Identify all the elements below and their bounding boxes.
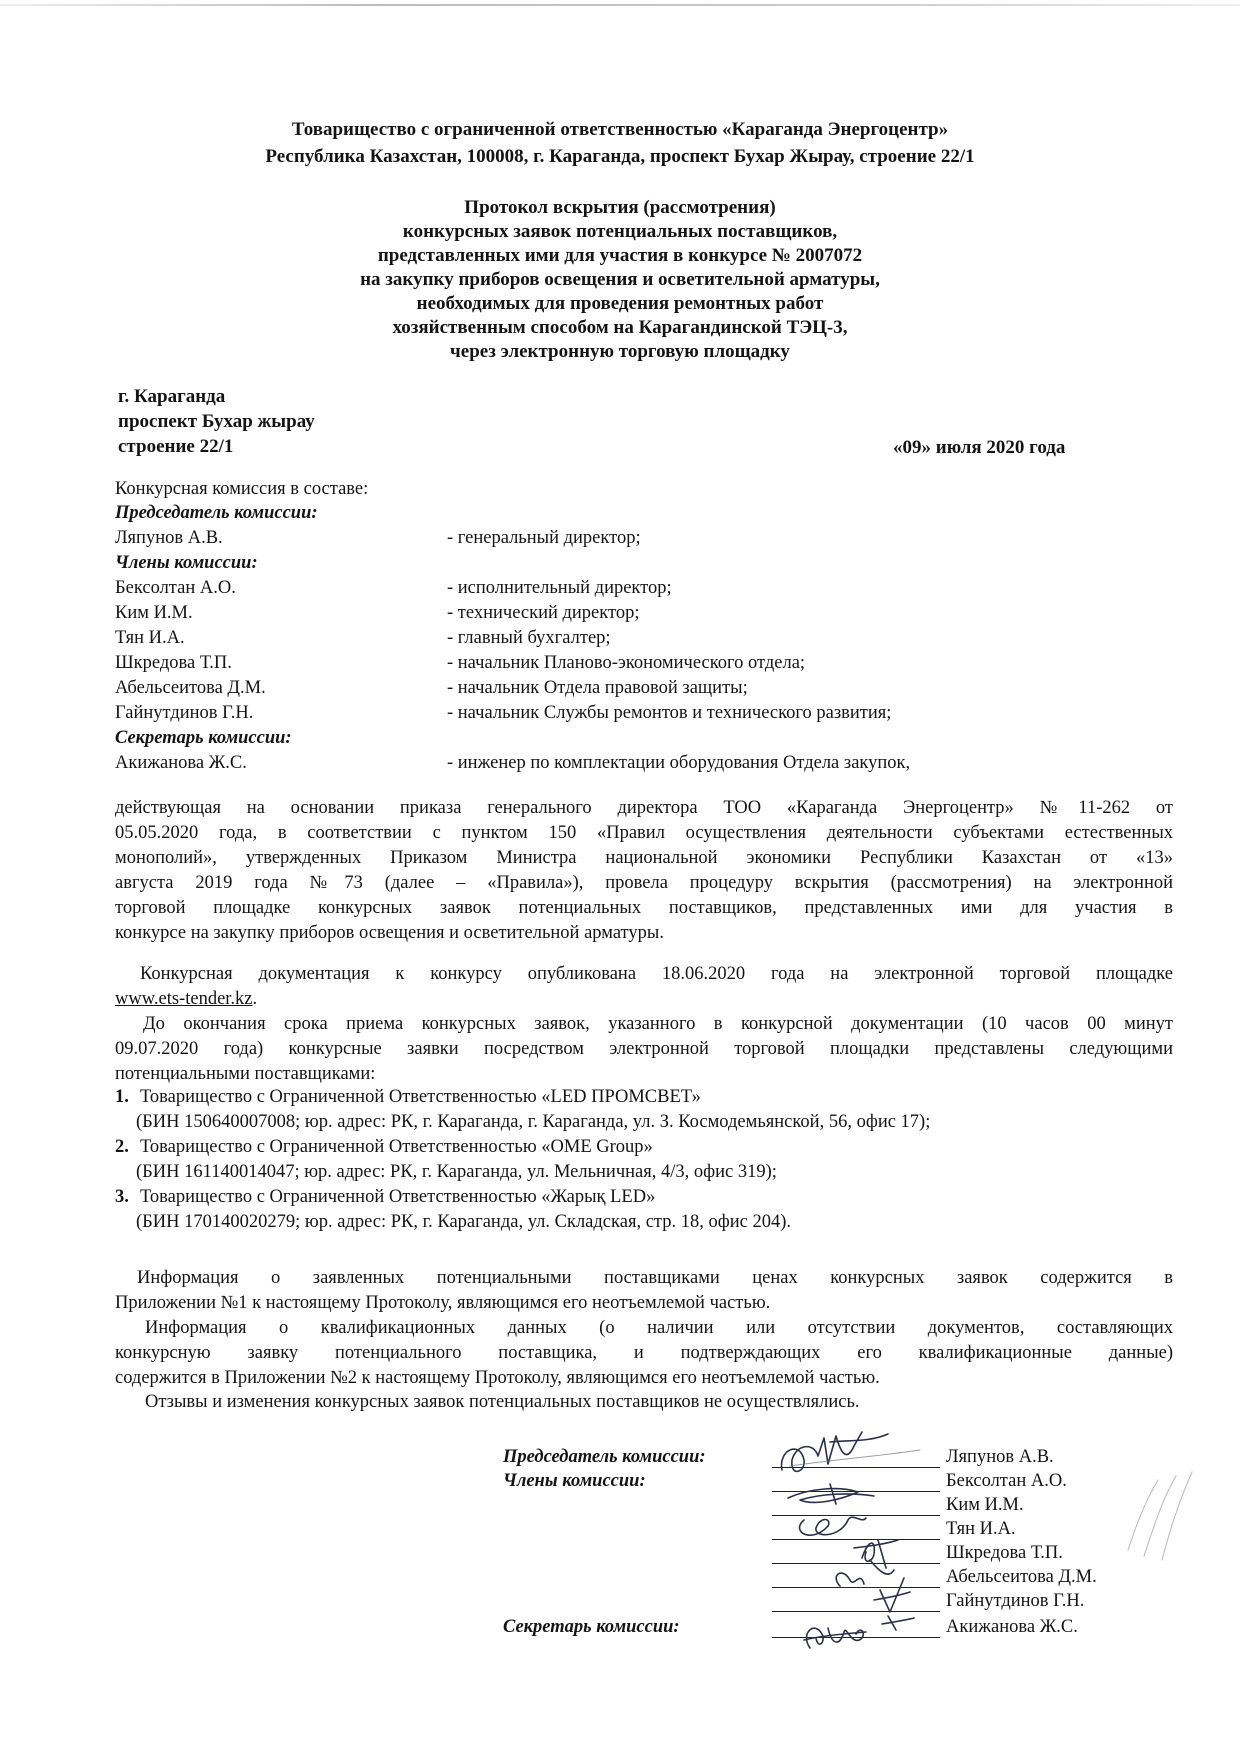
signature-chair <box>782 1432 888 1471</box>
supplier-details: (БИН 161140014047; юр. адрес: РК, г. Караганда, ул. Мельничная, 4/3, офис 319); <box>136 1162 777 1182</box>
commission-member <box>115 603 1115 627</box>
signatory-name: Тян И.А. <box>946 1519 1016 1539</box>
signature-member <box>788 1484 874 1504</box>
member-position: - технический директор; <box>447 603 640 623</box>
members-label: Члены комиссии: <box>115 553 258 573</box>
title-line-7: через электронную торговую площадку <box>450 341 790 362</box>
paragraph-line: Приложении №1 к настоящему Протоколу, являющимся его неотъемлемой частью. <box>115 1293 771 1313</box>
place-street: проспект Бухар жырау <box>118 411 315 432</box>
scan-edge <box>0 4 1240 6</box>
paragraph-line: конкурсе на закупку приборов освещения и осветительной арматуры. <box>115 923 664 943</box>
supplier-number: 2. <box>115 1137 129 1157</box>
supplier-details: (БИН 150640007008; юр. адрес: РК, г. Караганда, г. Караганда, ул. З. Космодемьянской, 56, офис 17); <box>136 1112 931 1132</box>
member-name: Ляпунов А.В. <box>115 528 223 548</box>
place-city: г. Караганда <box>118 386 226 407</box>
member-position: - начальник Отдела правовой защиты; <box>447 678 748 698</box>
paragraph-legal-basis <box>115 796 1173 946</box>
paragraph-line: августа 2019 года №73 (далее – «Правила»), провела процедуру вскрытия (рассмотрения) на электронной <box>115 873 1173 893</box>
sign-members-label: Члены комиссии: <box>503 1471 646 1491</box>
commission-member <box>115 628 1115 652</box>
signatory-name: Акижанова Ж.С. <box>946 1617 1078 1637</box>
member-name: Ким И.М. <box>115 603 193 623</box>
title-line-2: конкурсных заявок потенциальных поставщиков, <box>402 221 838 242</box>
signatory-name: Бексолтан А.О. <box>946 1471 1067 1491</box>
paragraph-line: 09.07.2020 года) конкурсные заявки посредством электронной торговой площадки представлены следующими <box>115 1039 1173 1059</box>
signatory-name: Шкредова Т.П. <box>946 1543 1063 1563</box>
commission-member <box>115 678 1115 702</box>
title-line-4: на закупку приборов освещения и осветительной арматуры, <box>360 269 880 290</box>
paragraph-line: До окончания срока приема конкурсных заявок, указанного в конкурсной документации (10 часов 00 минут <box>143 1014 1173 1034</box>
sign-secretary-label: Секретарь комиссии: <box>503 1617 680 1637</box>
paragraph-line: торговой площадке конкурсных заявок потенциальных поставщиков, представленных ими для участия в <box>115 898 1173 918</box>
member-name: Гайнутдинов Г.Н. <box>115 703 254 723</box>
member-position: - начальник Планово-экономического отдела; <box>447 653 806 673</box>
member-name: Акижанова Ж.С. <box>115 753 247 773</box>
paragraph-line: 05.05.2020 года, в соответствии с пунктом 150 «Правил осуществления деятельности субъектами естественных <box>115 823 1173 843</box>
supplier-name: Товарищество с Ограниченной Ответственностью «Жарық LED» <box>140 1187 656 1207</box>
member-position: - главный бухгалтер; <box>447 628 611 648</box>
org-address: Республика Казахстан, 100008, г. Караганда, проспект Бухар Жырау, строение 22/1 <box>265 146 975 167</box>
margin-pencil-mark <box>1118 1460 1208 1580</box>
commission-chair <box>115 528 1115 552</box>
secretary-label: Секретарь комиссии: <box>115 728 292 748</box>
commission-member <box>115 578 1115 602</box>
chair-label: Председатель комиссии: <box>115 503 318 523</box>
paragraph-withdrawals: Отзывы и изменения конкурсных заявок потенциальных поставщиков не осуществлялись. <box>145 1392 860 1412</box>
org-name: Товарищество с ограниченной ответственностью «Караганда Энергоцентр» <box>291 119 949 140</box>
member-name: Шкредова Т.П. <box>115 653 232 673</box>
signatory-name: Гайнутдинов Г.Н. <box>946 1591 1085 1611</box>
handwritten-signatures <box>770 1420 970 1660</box>
signatory-name: Абельсеитова Д.М. <box>946 1567 1097 1587</box>
commission-secretary <box>115 753 1115 777</box>
member-position: - инженер по комплектации оборудования Отдела закупок, <box>447 753 911 773</box>
supplier-number: 1. <box>115 1087 129 1107</box>
member-name: Тян И.А. <box>115 628 185 648</box>
signature-member <box>882 1616 914 1630</box>
signature-member <box>874 1578 910 1612</box>
member-position: - начальник Службы ремонтов и технического развития; <box>447 703 892 723</box>
paragraph-line: потенциальными поставщиками: <box>115 1064 376 1084</box>
paragraph-line: действующая на основании приказа генерального директора ТОО «Караганда Энергоцентр» №11-262 от <box>115 798 1173 818</box>
supplier-details: (БИН 170140020279; юр. адрес: РК, г. Караганда, ул. Складская, стр. 18, офис 204). <box>136 1212 791 1232</box>
member-name: Абельсеитова Д.М. <box>115 678 266 698</box>
member-name: Бексолтан А.О. <box>115 578 236 598</box>
protocol-date: «09» июля 2020 года <box>893 437 1066 458</box>
place-building: строение 22/1 <box>118 436 234 457</box>
paragraph-line: монополий», утвержденных Приказом Министра национальной экономики Республики Казахстан от «13» <box>115 848 1173 868</box>
commission-member <box>115 703 1115 727</box>
paragraph-line: Информация о квалификационных данных (о наличии или отсутствии документов, составляющих <box>145 1318 1173 1338</box>
supplier-name: Товарищество с Ограниченной Ответственностью «LED ПРОМСВЕТ» <box>140 1087 701 1107</box>
title-line-3: представленных ими для участия в конкурсе № 2007072 <box>377 245 863 266</box>
paragraph-line: конкурсную заявку потенциального поставщика, и подтверждающих его квалификационные данные) <box>115 1343 1173 1363</box>
title-line-1: Протокол вскрытия (рассмотрения) <box>464 197 776 218</box>
paragraph-prices <box>115 1266 1173 1316</box>
paragraph-line: Конкурсная документация к конкурсу опубликована 18.06.2020 года на электронной торговой площадке <box>140 964 1173 984</box>
paragraph-line: содержится в Приложении №2 к настоящему Протоколу, являющимся его неотъемлемой частью. <box>115 1368 880 1388</box>
sign-chair-label: Председатель комиссии: <box>503 1447 706 1467</box>
signatory-name: Ляпунов А.В. <box>946 1447 1054 1467</box>
signatory-name: Ким И.М. <box>946 1495 1024 1515</box>
link-tail: . <box>252 989 258 1009</box>
signature-secretary <box>804 1628 866 1648</box>
paragraph-deadline <box>115 1012 1173 1087</box>
paragraph-line: Информация о заявленных потенциальными поставщиками ценах конкурсных заявок содержится в <box>137 1268 1173 1288</box>
member-position: - генеральный директор; <box>447 528 641 548</box>
title-line-6: хозяйственным способом на Карагандинской ТЭЦ-3, <box>392 317 848 338</box>
supplier-number: 3. <box>115 1187 129 1207</box>
paragraph-publication <box>115 962 1173 1012</box>
commission-member <box>115 653 1115 677</box>
member-position: - исполнительный директор; <box>447 578 672 598</box>
paragraph-line <box>115 987 1173 1012</box>
supplier-name: Товарищество с Ограниченной Ответственностью «OME Group» <box>140 1137 653 1157</box>
signature-member <box>800 1517 866 1535</box>
paragraph-qualification <box>115 1316 1173 1391</box>
title-line-5: необходимых для проведения ремонтных работ <box>416 293 824 314</box>
signature-member <box>854 1540 898 1568</box>
commission-intro: Конкурсная комиссия в составе: <box>115 479 369 499</box>
ets-tender-link[interactable]: www.ets-tender.kz <box>115 989 253 1009</box>
